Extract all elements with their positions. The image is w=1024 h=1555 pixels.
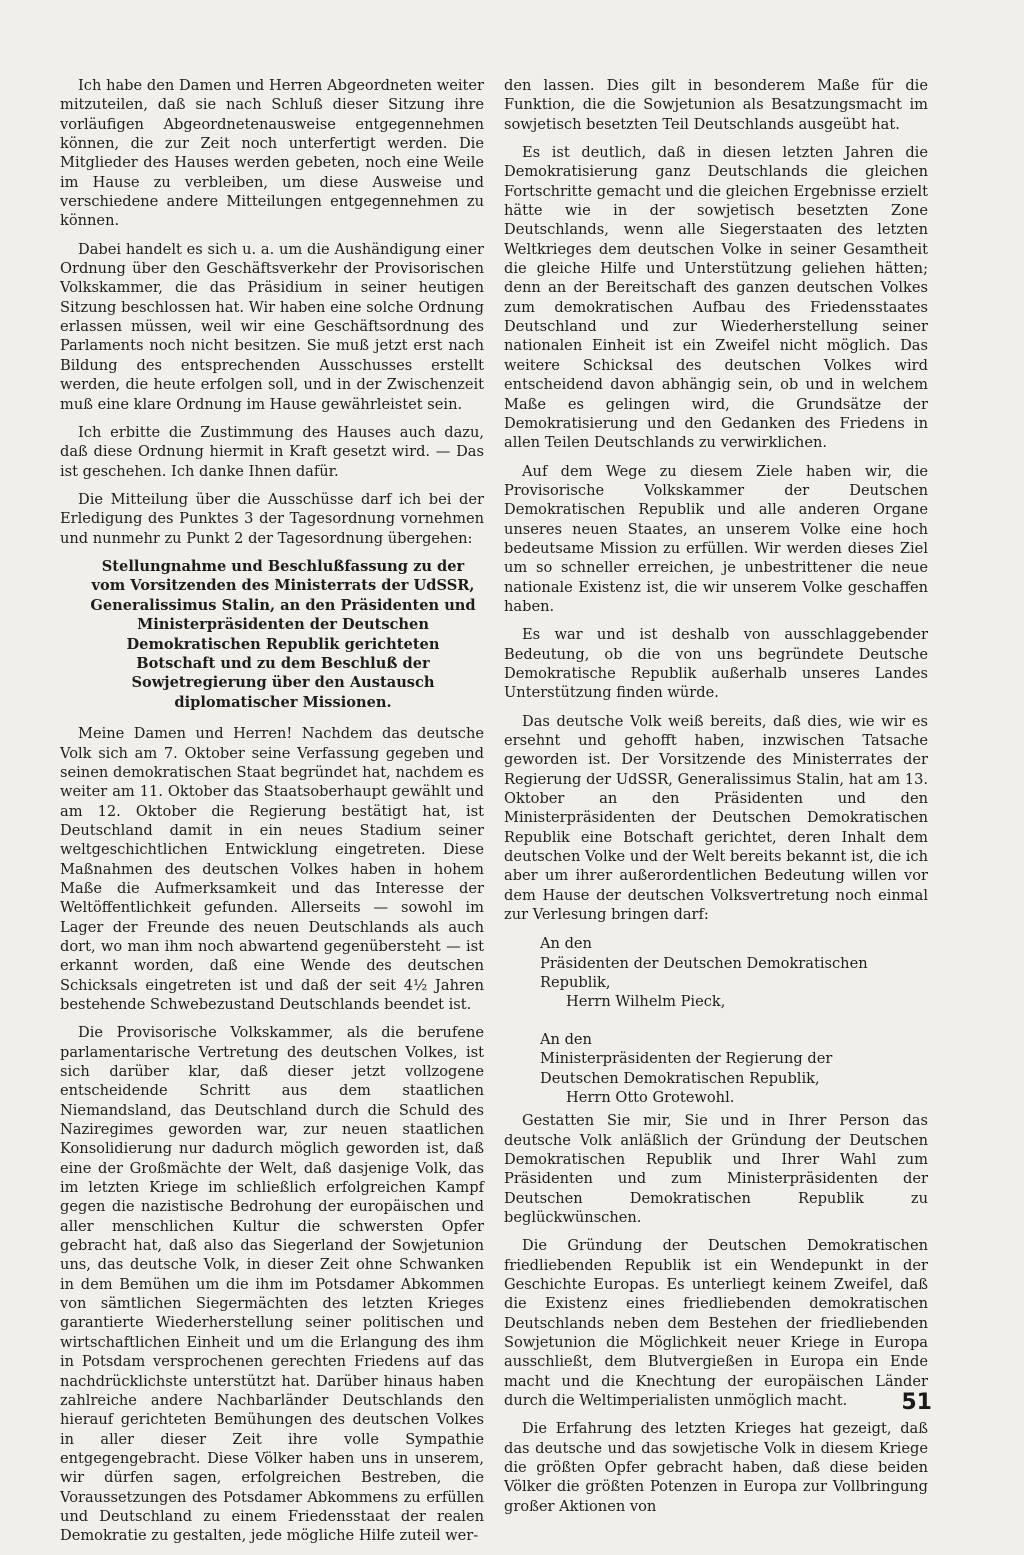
right-column — [504, 76, 928, 1525]
paragraph: Es war und ist deshalb von ausschlaggebender Bedeutung, ob die von uns begründete Deutsche Demokratische Republik außerhalb unseres Landes Unterstützung finden würde. — [504, 626, 928, 702]
address-block-pieck — [504, 934, 928, 1011]
paragraph: Die Mitteilung über die Ausschüsse darf ich bei der Erledigung des Punktes 3 der Tagesordnung vornehmen und nunmehr zu Punkt 2 der Tagesordnung übergehen: — [60, 490, 484, 547]
address-line: Deutschen Demokratischen Republik, — [540, 1069, 820, 1087]
paragraph: Gestatten Sie mir, Sie und in Ihrer Person das deutsche Volk anläßlich der Gründung der Deutschen Demokratischen Republik und Ihrer Wahl zum Präsidenten und zum Ministerpräsidenten der Deutschen Demokratischen Republik zu beglückwünschen. — [504, 1112, 928, 1226]
paragraph: Meine Damen und Herren! Nachdem das deutsche Volk sich am 7. Oktober seine Verfassung gegeben und seinen demokratischen Staat begründet hat, nachdem es weiter am 11. Oktober das Staatsoberhaupt gewählt und am 12. Oktober die Regierung bestätigt hat, ist Deutschland damit in ein neues Stadium seiner weltgeschichtlichen Entwicklung eingetreten. Diese Maßnahmen des deutschen Volkes haben in hohem Maße die Aufmerksamkeit und das Interesse der Weltöffentlichkeit gefunden. Allerseits — sowohl im Lager der Freunde des neuen Deutschlands als auch dort, wo man ihm noch abwartend gegenübersteht — ist erkannt worden, daß eine Wende des deutschen Schicksals eingetreten ist und daß der seit 4½ Jahren bestehende Schwebezustand Deutschlands beendet ist. — [60, 725, 484, 1013]
address-line: Präsidenten der Deutschen Demokratischen — [540, 954, 868, 972]
address-line: An den — [540, 1030, 592, 1048]
left-column — [60, 76, 484, 1555]
address-line: Republik, — [540, 974, 611, 992]
paragraph: Das deutsche Volk weiß bereits, daß dies, wie wir es ersehnt und gehofft haben, inzwischen Tatsache geworden ist. Der Vorsitzende des Ministerrates der Regierung der UdSSR, Generalissimus Stalin, hat am 13. Oktober an den Präsidenten und den Ministerpräsidenten der Deutschen Demokratischen Republik eine Botschaft gerichtet, deren Inhalt dem deutschen Volke und der Welt bereits bekannt ist, die ich aber um ihrer außerordentlichen Bedeutung willen vor dem Hause der deutschen Volksvertretung noch einmal zur Verlesung bringen darf: — [504, 712, 928, 924]
address-line: Ministerpräsidenten der Regierung der — [540, 1050, 833, 1068]
paragraph: Die Gründung der Deutschen Demokratischen friedliebenden Republik ist ein Wendepunkt in der Geschichte Europas. Es unterliegt keinem Zweifel, daß die Existenz eines friedliebenden demokratischen Deutschlands neben dem Bestehen der friedliebenden Sowjetunion die Möglichkeit neuer Kriege in Europa ausschließt, dem Blutvergießen in Europa ein Ende macht und die Knechtung der europäischen Länder durch die Weltimperialisten unmöglich macht. — [504, 1237, 928, 1409]
paragraph: den lassen. Dies gilt in besonderem Maße für die Funktion, die die Sowjetunion als Besatzungsmacht im sowjetisch besetzten Teil Deutschlands ausgeübt hat. — [504, 77, 928, 133]
address-block-grotewohl — [504, 1030, 928, 1107]
address-spacer — [504, 1012, 928, 1030]
paragraph: Die Erfahrung des letzten Krieges hat gezeigt, daß das deutsche und das sowjetische Volk in diesem Kriege die größten Opfer gebracht haben, daß diese beiden Völker die größten Potenzen in Europa zur Vollbringung großer Aktionen von — [504, 1420, 928, 1515]
paragraph: Auf dem Wege zu diesem Ziele haben wir, die Provisorische Volkskammer der Deutschen Demokratischen Republik und alle anderen Organe unseres neuen Staates, an unserem Volke eine hoch bedeutsame Mission zu erfüllen. Wir werden dieses Ziel um so schneller erreichen, je unbestrittener die neue nationale Existenz ist, die wir unserem Volke geschaffen haben. — [504, 462, 928, 615]
paragraph: Es ist deutlich, daß in diesen letzten Jahren die Demokratisierung ganz Deutschlands die gleichen Fortschritte gemacht und die gleichen Ergebnisse erzielt hätte wie in der sowjetisch besetzten Zone Deutschlands, wenn alle Siegerstaaten des letzten Weltkrieges dem deutschen Volke in seiner Gesamtheit die gleiche Hilfe und Unterstützung geliehen hätten; denn an der Bereitschaft des ganzen deutschen Volkes zum demokratischen Aufbau des Friedensstaates Deutschland und zur Wiederherstellung seiner nationalen Einheit ist ein Zweifel nicht möglich. Das weitere Schicksal des deutschen Volkes wird entscheidend davon abhängig sein, ob und in welchem Maße es gelingen wird, die Grundsätze der Demokratisierung und den Gedanken des Friedens in allen Teilen Deutschlands zu verwirklichen. — [504, 144, 928, 452]
page-number: 51 — [901, 1390, 932, 1415]
paragraph: Dabei handelt es sich u. a. um die Aushändigung einer Ordnung über den Geschäftsverkehr der Provisorischen Volkskammer, die das Präsidium in seiner heutigen Sitzung beschlossen hat. Wir haben eine solche Ordnung erlassen müssen, weil wir eine Geschäftsordnung des Parlaments noch nicht besitzen. Sie muß jetzt erst nach Bildung des entsprechenden Ausschusses erstellt werden, die heute erfolgen soll, und in der Zwischenzeit muß eine klare Ordnung im Hause gewährleistet sein. — [60, 240, 484, 413]
paragraph: Ich habe den Damen und Herren Abgeordneten weiter mitzuteilen, daß sie nach Schluß dieser Sitzung ihre vorläufigen Abgeordnetenausweise entgegennehmen können, die zur Zeit noch unterfertigt werden. Die Mitglieder des Hauses werden gebeten, noch eine Weile im Hause zu verbleiben, um diese Ausweise und verschiedene andere Mitteilungen entgegennehmen zu können. — [60, 77, 484, 230]
address-name: Herrn Otto Grotewohl. — [566, 1088, 735, 1106]
paragraph: Ich erbitte die Zustimmung des Hauses auch dazu, daß diese Ordnung hiermit in Kraft gesetzt wird. — Das ist geschehen. Ich danke Ihnen dafür. — [60, 423, 484, 480]
agenda-heading: Stellungnahme und Beschlußfassung zu der vom Vorsitzenden des Ministerrats der UdSSR, Generalissimus Stalin, an den Präsidenten und Ministerpräsidenten der Deutschen Demokratischen Republik gerichteten Botschaft und zu dem Beschluß der Sowjetregierung über den Austausch diplomatischer Missionen. — [90, 557, 476, 711]
address-name: Herrn Wilhelm Pieck, — [566, 993, 726, 1011]
paragraph: Die Provisorische Volkskammer, als die berufene parlamentarische Vertretung des deutschen Volkes, ist sich darüber klar, daß dieser jetzt vollzogene entscheidende Schritt aus dem staatlichen Niemandsland, das Deutschland durch die Schuld des Naziregimes geworden war, zur neuen staatlichen Konsolidierung nur dadurch möglich geworden ist, daß eine der Großmächte der Welt, daß dasjenige Volk, das im letzten Kriege im schließlich erfolgreichen Kampf gegen die nazistische Bedrohung der europäischen und aller menschlichen Kultur die schwersten Opfer gebracht hat, daß also das Siegerland der Sowjetunion uns, das deutsche Volk, in dieser Zeit ohne Schwanken in dem Bemühen um die ihm im Potsdamer Abkommen von sämtlichen Siegermächten des letzten Krieges garantierte Wiederherstellung seiner politischen und wirtschaftlichen Einheit und um die Erlangung des ihm in Potsdam versprochenen gerechten Friedens auf das nachdrücklichste unterstützt hat. Darüber hinaus haben zahlreiche andere Nachbarländer Deutschlands den hierauf gerichteten Bemühungen des deutschen Volkes in aller dieser Zeit ihre volle Sympathie entgegengebracht. Diese Völker haben uns in unserem, wir dürfen sagen, erfolgreichen Bestreben, die Voraussetzungen des Potsdamer Abkommens zu erfüllen und Deutschland zu einem Friedensstaat der realen Demokratie zu gestalten, jede mögliche Hilfe zuteil wer- — [60, 1024, 484, 1545]
address-line: An den — [540, 935, 592, 953]
